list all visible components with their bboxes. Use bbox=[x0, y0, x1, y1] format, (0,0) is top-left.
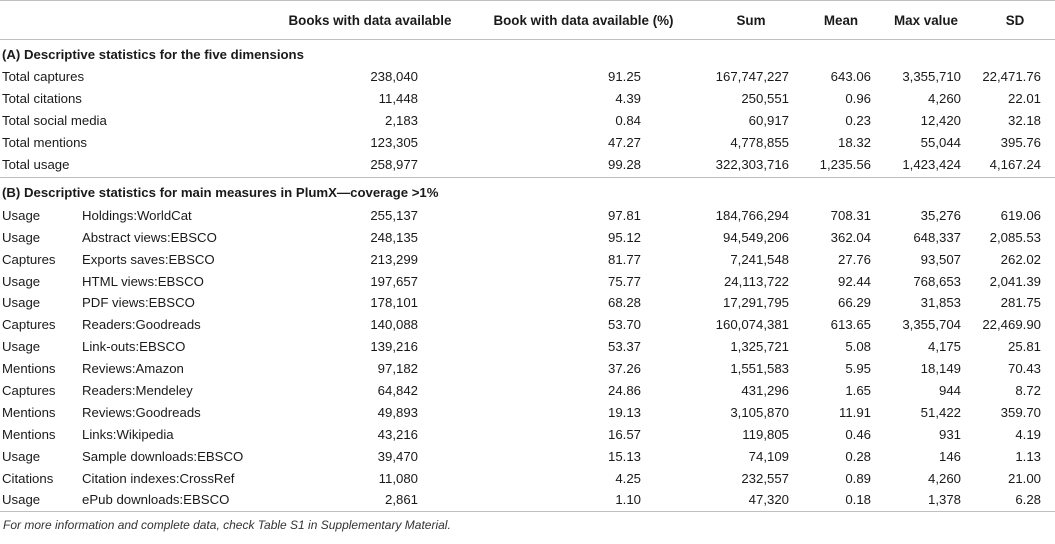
dimension-cell: Usage bbox=[2, 273, 41, 289]
table-row bbox=[0, 204, 1055, 226]
books-available-cell: 197,657 bbox=[370, 273, 418, 289]
sum-cell: 3,105,870 bbox=[730, 404, 789, 420]
max-cell: 4,175 bbox=[927, 339, 961, 355]
measure-cell: Holdings:WorldCat bbox=[82, 207, 192, 223]
sum-cell: 60,917 bbox=[748, 113, 789, 129]
sd-cell: 4.19 bbox=[1015, 426, 1041, 442]
sum-cell: 24,113,722 bbox=[723, 273, 789, 289]
sum-cell: 431,296 bbox=[741, 383, 789, 399]
max-cell: 93,507 bbox=[920, 251, 961, 267]
max-cell: 31,853 bbox=[920, 295, 961, 311]
section-b-title: (B) Descriptive statistics for main measures in PlumX—coverage >1% bbox=[2, 184, 439, 200]
table-row bbox=[0, 226, 1055, 248]
sum-cell: 1,551,583 bbox=[730, 361, 789, 377]
mean-cell: 0.28 bbox=[845, 448, 871, 464]
books-pct-cell: 68.28 bbox=[607, 295, 641, 311]
table-row bbox=[0, 132, 1055, 154]
table-row bbox=[0, 445, 1055, 467]
sd-cell: 25.81 bbox=[1007, 339, 1041, 355]
table-row bbox=[0, 380, 1055, 402]
dimension-cell: Usage bbox=[2, 207, 41, 223]
measure-cell: Reviews:Goodreads bbox=[82, 404, 201, 420]
measure-cell: Reviews:Amazon bbox=[82, 361, 184, 377]
books-pct-cell: 16.57 bbox=[607, 426, 641, 442]
dimension-cell: Usage bbox=[0, 489, 80, 511]
sum-cell: 184,766,294 bbox=[715, 207, 789, 223]
sum-cell: 1,325,721 bbox=[730, 339, 789, 355]
measure-cell: Exports saves:EBSCO bbox=[82, 251, 215, 267]
sd-cell: 262.02 bbox=[1000, 251, 1041, 267]
table-header bbox=[0, 1, 1055, 40]
books-pct-cell: 19.13 bbox=[607, 404, 641, 420]
max-cell: 4,260 bbox=[927, 470, 961, 486]
sd-cell: 22,471.76 bbox=[982, 69, 1041, 85]
books-pct-cell: 4.39 bbox=[615, 91, 641, 107]
books-pct-cell: 75.77 bbox=[607, 273, 641, 289]
header-sd: SD bbox=[975, 1, 1055, 40]
measure-cell: HTML views:EBSCO bbox=[82, 273, 204, 289]
sd-cell: 2,041.39 bbox=[989, 273, 1041, 289]
row-label: Total citations bbox=[2, 91, 82, 107]
books-available-cell: 11,448 bbox=[378, 91, 418, 107]
sd-cell: 395.76 bbox=[1000, 135, 1041, 151]
mean-cell: 66.29 bbox=[837, 295, 871, 311]
books-pct-cell: 15.13 bbox=[607, 448, 641, 464]
books-pct-cell: 91.25 bbox=[607, 69, 641, 85]
measure-cell: PDF views:EBSCO bbox=[82, 295, 195, 311]
row-label: Total usage bbox=[0, 154, 270, 178]
header-max: Max value bbox=[877, 1, 975, 40]
table-footnote: For more information and complete data, check Table S1 in Supplementary Material. bbox=[3, 517, 451, 532]
books-available-cell: 139,216 bbox=[370, 339, 418, 355]
sum-cell: 7,241,548 bbox=[730, 251, 789, 267]
max-cell: 35,276 bbox=[920, 207, 961, 223]
table-row bbox=[0, 248, 1055, 270]
books-available-cell: 39,470 bbox=[377, 448, 418, 464]
dimension-cell: Usage bbox=[2, 229, 41, 245]
sd-cell: 22.01 bbox=[1007, 91, 1041, 107]
books-pct-cell: 47.27 bbox=[607, 135, 641, 151]
table-row bbox=[0, 110, 1055, 132]
header-sum: Sum bbox=[697, 1, 805, 40]
sum-cell: 74,109 bbox=[748, 448, 789, 464]
max-cell: 51,422 bbox=[920, 404, 961, 420]
table-row bbox=[0, 270, 1055, 292]
books-pct-cell: 0.84 bbox=[615, 113, 641, 129]
table-row bbox=[0, 66, 1055, 88]
table-row bbox=[0, 154, 1055, 178]
books-available-cell: 178,101 bbox=[370, 295, 418, 311]
dimension-cell: Captures bbox=[2, 383, 56, 399]
mean-cell: 27.76 bbox=[837, 251, 871, 267]
header-mean: Mean bbox=[805, 1, 877, 40]
section-b-title-row bbox=[0, 178, 1055, 205]
header-row bbox=[0, 1, 1055, 40]
table-row bbox=[0, 358, 1055, 380]
measure-cell: Links:Wikipedia bbox=[82, 426, 174, 442]
sd-cell: 70.43 bbox=[1007, 361, 1041, 377]
books-pct-cell: 53.37 bbox=[607, 339, 641, 355]
books-available-cell: 213,299 bbox=[370, 251, 418, 267]
table-row bbox=[0, 489, 1055, 511]
table-row bbox=[0, 292, 1055, 314]
sd-cell: 22,469.90 bbox=[982, 317, 1041, 333]
sum-cell: 119,805 bbox=[742, 426, 789, 442]
dimension-cell: Captures bbox=[2, 251, 56, 267]
books-available-cell: 258,977 bbox=[270, 154, 470, 178]
sd-cell: 8.72 bbox=[1015, 383, 1041, 399]
books-pct-cell: 97.81 bbox=[607, 207, 641, 223]
books-available-cell: 64,842 bbox=[377, 383, 418, 399]
measure-cell: Citation indexes:CrossRef bbox=[82, 470, 235, 486]
table-row bbox=[0, 467, 1055, 489]
sd-cell: 1.13 bbox=[1015, 448, 1041, 464]
books-available-cell: 255,137 bbox=[370, 207, 418, 223]
mean-cell: 0.89 bbox=[845, 470, 871, 486]
books-available-cell: 11,080 bbox=[378, 470, 418, 486]
measure-cell: Sample downloads:EBSCO bbox=[82, 448, 244, 464]
measure-cell: Readers:Goodreads bbox=[82, 317, 201, 333]
mean-cell: 0.23 bbox=[845, 113, 871, 129]
row-label: Total mentions bbox=[2, 135, 88, 151]
max-cell: 18,149 bbox=[920, 361, 961, 377]
sum-cell: 17,291,795 bbox=[722, 295, 789, 311]
books-available-cell: 2,861 bbox=[270, 489, 470, 511]
sum-cell: 232,557 bbox=[741, 470, 789, 486]
max-cell: 55,044 bbox=[920, 135, 961, 151]
mean-cell: 643.06 bbox=[830, 69, 871, 85]
books-pct-cell: 4.25 bbox=[615, 470, 641, 486]
dimension-cell: Captures bbox=[2, 317, 56, 333]
section-a-title: (A) Descriptive statistics for the five dimensions bbox=[2, 46, 304, 62]
books-pct-cell: 95.12 bbox=[607, 229, 641, 245]
dimension-cell: Usage bbox=[2, 448, 41, 464]
sd-cell: 619.06 bbox=[1000, 207, 1041, 223]
sum-cell: 94,549,206 bbox=[722, 229, 789, 245]
mean-cell: 1.65 bbox=[845, 383, 871, 399]
books-available-cell: 97,182 bbox=[377, 361, 418, 377]
max-cell: 146 bbox=[938, 448, 961, 464]
mean-cell: 0.96 bbox=[845, 91, 871, 107]
books-available-cell: 123,305 bbox=[370, 135, 418, 151]
sd-cell: 281.75 bbox=[1000, 295, 1041, 311]
section-a-body bbox=[0, 40, 1055, 178]
max-cell: 944 bbox=[938, 383, 961, 399]
sum-cell: 250,551 bbox=[741, 91, 789, 107]
max-cell: 1,378 bbox=[877, 489, 975, 511]
max-cell: 768,653 bbox=[913, 273, 961, 289]
dimension-cell: Usage bbox=[2, 295, 41, 311]
mean-cell: 613.65 bbox=[830, 317, 871, 333]
mean-cell: 5.08 bbox=[845, 339, 871, 355]
mean-cell: 92.44 bbox=[837, 273, 871, 289]
mean-cell: 18.32 bbox=[837, 135, 871, 151]
sd-cell: 21.00 bbox=[1007, 470, 1041, 486]
section-a-title-row bbox=[0, 40, 1055, 67]
sd-cell: 4,167.24 bbox=[975, 154, 1055, 178]
table-row bbox=[0, 88, 1055, 110]
row-label: Total captures bbox=[2, 69, 85, 85]
header-blank bbox=[0, 1, 270, 40]
dimension-cell: Usage bbox=[2, 339, 41, 355]
dimension-cell: Mentions bbox=[2, 426, 56, 442]
table-row bbox=[0, 401, 1055, 423]
max-cell: 12,420 bbox=[920, 113, 961, 129]
sum-cell: 4,778,855 bbox=[730, 135, 789, 151]
books-pct-cell: 24.86 bbox=[607, 383, 641, 399]
books-available-cell: 43,216 bbox=[377, 426, 418, 442]
mean-cell: 11.91 bbox=[838, 404, 871, 420]
sum-cell: 167,747,227 bbox=[715, 69, 789, 85]
max-cell: 931 bbox=[938, 426, 961, 442]
books-available-cell: 140,088 bbox=[370, 317, 418, 333]
max-cell: 3,355,710 bbox=[902, 69, 961, 85]
books-available-cell: 238,040 bbox=[370, 69, 418, 85]
sum-cell: 160,074,381 bbox=[715, 317, 789, 333]
books-pct-cell: 99.28 bbox=[470, 154, 697, 178]
max-cell: 3,355,704 bbox=[902, 317, 961, 333]
books-available-cell: 49,893 bbox=[377, 404, 418, 420]
books-pct-cell: 37.26 bbox=[607, 361, 641, 377]
dimension-cell: Mentions bbox=[2, 361, 56, 377]
mean-cell: 708.31 bbox=[830, 207, 871, 223]
max-cell: 648,337 bbox=[913, 229, 961, 245]
mean-cell: 5.95 bbox=[845, 361, 871, 377]
dimension-cell: Citations bbox=[2, 470, 54, 486]
measure-cell: Readers:Mendeley bbox=[82, 383, 193, 399]
section-b-body bbox=[0, 178, 1055, 511]
measure-cell: Abstract views:EBSCO bbox=[82, 229, 217, 245]
sum-cell: 47,320 bbox=[697, 489, 805, 511]
table-row bbox=[0, 423, 1055, 445]
books-available-cell: 248,135 bbox=[370, 229, 418, 245]
sd-cell: 359.70 bbox=[1000, 404, 1041, 420]
books-pct-cell: 81.77 bbox=[607, 251, 641, 267]
max-cell: 4,260 bbox=[927, 91, 961, 107]
header-books-available: Books with data available bbox=[270, 1, 470, 40]
books-pct-cell: 1.10 bbox=[470, 489, 697, 511]
max-cell: 1,423,424 bbox=[877, 154, 975, 178]
sd-cell: 32.18 bbox=[1007, 113, 1041, 129]
sum-cell: 322,303,716 bbox=[697, 154, 805, 178]
row-label: Total social media bbox=[2, 113, 107, 129]
mean-cell: 362.04 bbox=[830, 229, 871, 245]
sd-cell: 2,085.53 bbox=[989, 229, 1041, 245]
sd-cell: 6.28 bbox=[975, 489, 1055, 511]
books-pct-cell: 53.70 bbox=[607, 317, 641, 333]
dimension-cell: Mentions bbox=[2, 404, 56, 420]
measure-cell: Link-outs:EBSCO bbox=[82, 339, 186, 355]
table-row bbox=[0, 336, 1055, 358]
mean-cell: 0.46 bbox=[845, 426, 871, 442]
mean-cell: 0.18 bbox=[805, 489, 877, 511]
measure-cell: ePub downloads:EBSCO bbox=[80, 489, 270, 511]
header-books-pct: Book with data available (%) bbox=[470, 1, 697, 40]
table-row bbox=[0, 314, 1055, 336]
mean-cell: 1,235.56 bbox=[805, 154, 877, 178]
books-available-cell: 2,183 bbox=[384, 113, 418, 129]
